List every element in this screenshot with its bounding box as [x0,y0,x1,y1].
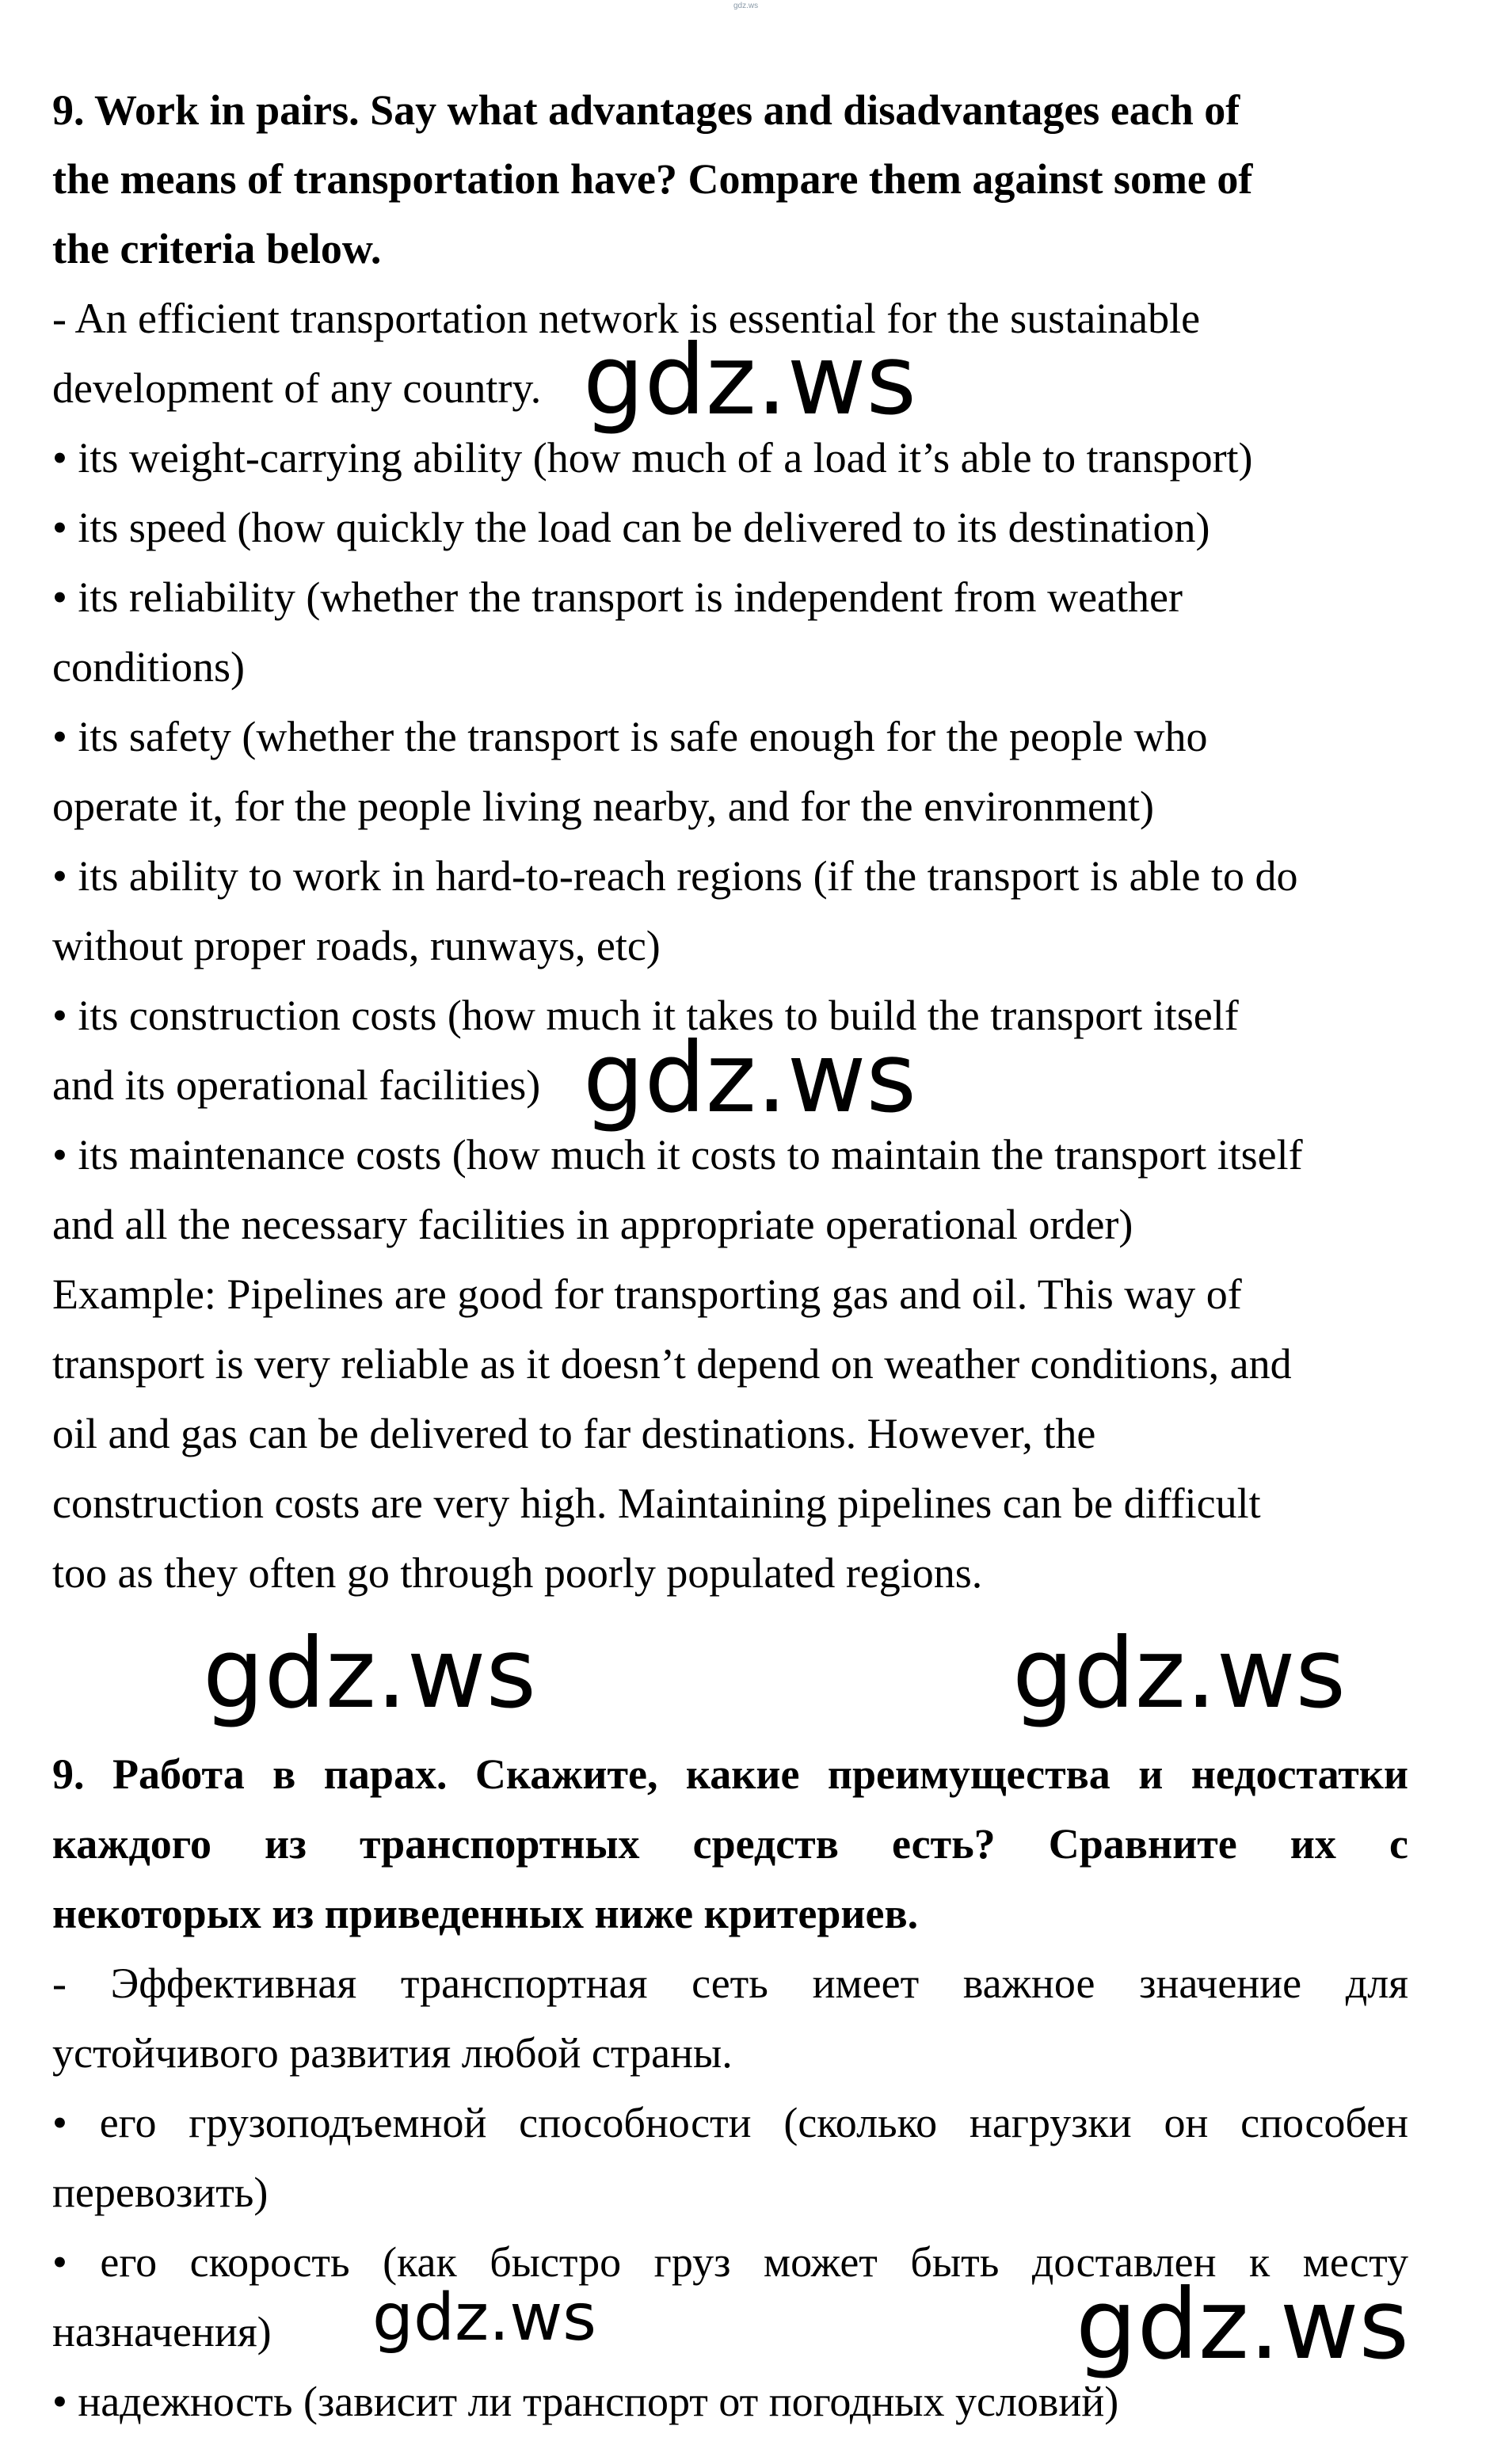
header-watermark: gdz.ws [733,2,759,10]
criterion-remote-line-2: without proper roads, runways, etc) [52,922,661,969]
criterion-safety-line-2: operate it, for the people living nearby, and for the environment) [52,783,1155,830]
ru-criterion-speed-line-1: • его скорость (как быстро груз может быть доставлен к месту [52,2238,1408,2286]
example-line-2: transport is very reliable as it doesn’t depend on weather conditions, and [52,1340,1292,1388]
criterion-speed: • its speed (how quickly the load can be delivered to its destination) [52,504,1210,551]
criterion-construction-line-1: • its construction costs (how much it takes to build the transport itself [52,992,1239,1039]
criterion-reliability-line-2: conditions) [52,643,245,691]
criterion-reliability-line-1: • its reliability (whether the transport is independent from weather [52,573,1183,621]
ru-criterion-speed-line-2: назначения) [52,2308,272,2355]
criterion-remote-line-1: • its ability to work in hard-to-reach regions (if the transport is able to do [52,852,1298,900]
watermark: gdz.ws [372,2280,596,2355]
ru-task-heading-line-1: 9. Работа в парах. Скажите, какие преимущества и недостатки [52,1750,1408,1798]
task-heading-line-2: the means of transportation have? Compare them against some of [52,155,1253,203]
ru-task-heading-line-2: каждого из транспортных средств есть? Сравните их с [52,1820,1408,1868]
watermark: gdz.ws [1012,1617,1347,1730]
intro-line-1: - An efficient transportation network is essential for the sustainable [52,295,1201,342]
example-line-5: too as they often go through poorly populated regions. [52,1549,983,1597]
ru-task-heading-line-3: некоторых из приведенных ниже критериев. [52,1890,919,1937]
watermark: gdz.ws [583,1022,917,1134]
ru-intro-line-2: устойчивого развития любой страны. [52,2029,733,2077]
example-line-4: construction costs are very high. Maintaining pipelines can be difficult [52,1480,1261,1527]
criterion-safety-line-1: • its safety (whether the transport is safe enough for the people who [52,713,1208,760]
criterion-maintenance-line-1: • its maintenance costs (how much it costs to maintain the transport itself [52,1131,1303,1179]
criterion-weight: • its weight-carrying ability (how much of a load it’s able to transport) [52,434,1253,482]
ru-criterion-weight-line-1: • его грузоподъемной способности (сколько нагрузки он способен [52,2099,1408,2146]
intro-line-2: development of any country. [52,364,542,412]
criterion-construction-line-2: and its operational facilities) [52,1061,541,1109]
task-heading-line-3: the criteria below. [52,225,382,272]
watermark: gdz.ws [1076,2268,1410,2381]
task-heading-line-1: 9. Work in pairs. Say what advantages and disadvantages each of [52,86,1240,134]
ru-criterion-reliability: • надежность (зависит ли транспорт от погодных условий) [52,2378,1119,2425]
ru-intro-line-1: - Эффективная транспортная сеть имеет важное значение для [52,1959,1408,2007]
ru-criterion-weight-line-2: перевозить) [52,2169,269,2216]
criterion-maintenance-line-2: and all the necessary facilities in appropriate operational order) [52,1201,1133,1248]
watermark: gdz.ws [203,1617,537,1730]
example-line-1: Example: Pipelines are good for transporting gas and oil. This way of [52,1270,1242,1318]
watermark: gdz.ws [583,324,917,436]
example-line-3: oil and gas can be delivered to far destinations. However, the [52,1410,1096,1457]
